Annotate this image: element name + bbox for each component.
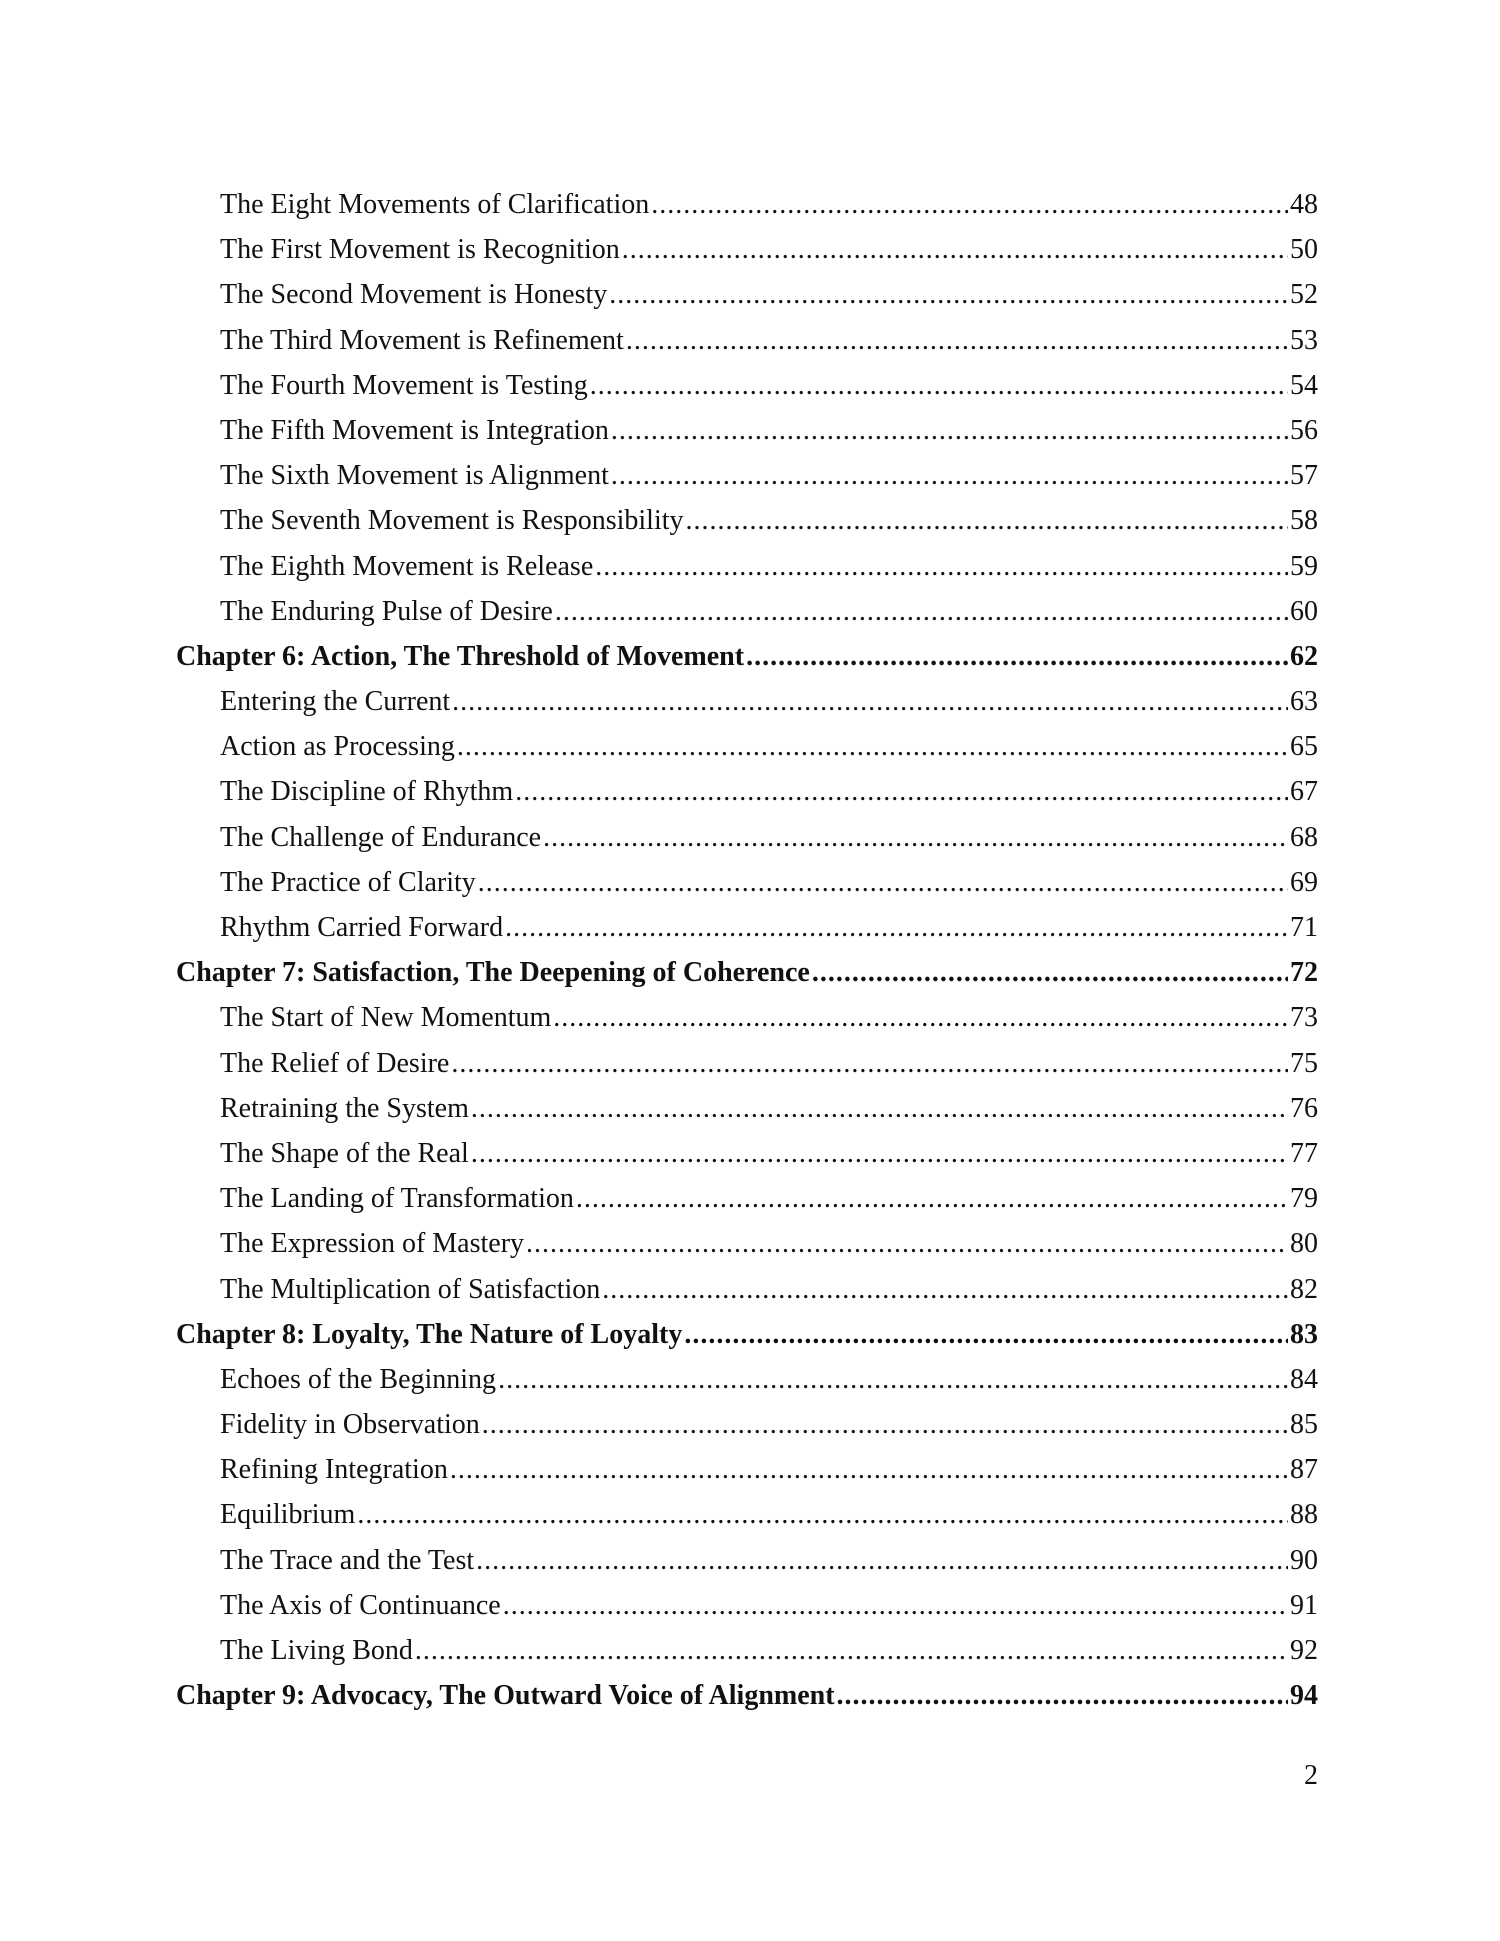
- toc-section-entry[interactable]: [176, 1357, 1318, 1402]
- dot-leader: [471, 1131, 1288, 1176]
- entry-page: 58: [1290, 505, 1318, 537]
- entry-page: 77: [1290, 1137, 1318, 1169]
- entry-page: 67: [1290, 776, 1318, 808]
- entry-title: The Eight Movements of Clarification: [220, 189, 650, 220]
- dot-leader: [651, 182, 1288, 227]
- entry-title: The Start of New Momentum: [220, 1002, 552, 1034]
- toc-section-entry[interactable]: [176, 544, 1318, 589]
- dot-leader: [526, 1221, 1288, 1266]
- toc-section-entry[interactable]: [176, 679, 1318, 724]
- dot-leader: [482, 1402, 1288, 1447]
- entry-title: Action as Processing: [220, 731, 455, 763]
- entry-page: 76: [1290, 1092, 1318, 1124]
- entry-page: 62: [1290, 640, 1318, 672]
- dot-leader: [609, 272, 1288, 317]
- dot-leader: [415, 1628, 1288, 1673]
- entry-page: 50: [1290, 234, 1318, 266]
- entry-title: Equilibrium: [220, 1499, 356, 1531]
- entry-title: Retraining the System: [220, 1092, 469, 1124]
- dot-leader: [590, 363, 1288, 408]
- toc-section-entry[interactable]: [176, 1583, 1318, 1628]
- entry-page: 69: [1290, 866, 1318, 898]
- toc-section-entry[interactable]: [176, 589, 1318, 634]
- entry-title: Fidelity in Observation: [220, 1409, 480, 1441]
- toc-section-entry[interactable]: [176, 1447, 1318, 1492]
- toc-section-entry[interactable]: [176, 363, 1318, 408]
- dot-leader: [602, 1267, 1288, 1312]
- entry-title: Chapter 9: Advocacy, The Outward Voice of Alignment: [176, 1680, 835, 1712]
- entry-title: The Landing of Transformation: [220, 1183, 574, 1215]
- toc-section-entry[interactable]: [176, 227, 1318, 272]
- dot-leader: [478, 860, 1288, 905]
- dot-leader: [812, 950, 1288, 995]
- entry-page: 80: [1290, 1228, 1318, 1260]
- entry-title: The Sixth Movement is Alignment: [220, 460, 609, 492]
- toc-section-entry[interactable]: [176, 1176, 1318, 1221]
- toc-section-entry[interactable]: [176, 1041, 1318, 1086]
- entry-page: 54: [1290, 369, 1318, 401]
- entry-title: The Eighth Movement is Release: [220, 550, 594, 582]
- entry-page: 60: [1290, 595, 1318, 627]
- entry-page: 91: [1290, 1589, 1318, 1621]
- toc-chapter-entry[interactable]: [176, 1312, 1318, 1357]
- dot-leader: [553, 995, 1288, 1040]
- toc-chapter-entry[interactable]: [176, 634, 1318, 679]
- toc-section-entry[interactable]: [176, 995, 1318, 1040]
- toc-section-entry[interactable]: [176, 1086, 1318, 1131]
- entry-title: The Enduring Pulse of Desire: [220, 595, 553, 627]
- toc-section-entry[interactable]: [176, 905, 1318, 950]
- entry-title: The Fifth Movement is Integration: [220, 414, 609, 446]
- toc-section-entry[interactable]: [176, 453, 1318, 498]
- entry-title: The First Movement is Recognition: [220, 234, 620, 266]
- toc-section-entry[interactable]: [176, 182, 1318, 227]
- toc-section-entry[interactable]: [176, 272, 1318, 317]
- toc-section-entry[interactable]: [176, 408, 1318, 453]
- entry-title: Chapter 7: Satisfaction, The Deepening of Coherence: [176, 957, 810, 989]
- entry-title: Entering the Current: [220, 686, 451, 718]
- toc-chapter-entry[interactable]: [176, 950, 1318, 995]
- dot-leader: [471, 1086, 1288, 1131]
- entry-page: 83: [1290, 1318, 1318, 1350]
- page-number: 2: [1304, 1760, 1318, 1791]
- toc-section-entry[interactable]: [176, 1628, 1318, 1673]
- entry-title: The Fourth Movement is Testing: [220, 369, 588, 401]
- entry-title: The Trace and the Test: [220, 1544, 475, 1576]
- entry-page: 63: [1290, 686, 1318, 718]
- dot-leader: [611, 453, 1288, 498]
- entry-title: The Axis of Continuance: [220, 1589, 501, 1621]
- dot-leader: [837, 1673, 1288, 1718]
- entry-title: Chapter 8: Loyalty, The Nature of Loyalty: [176, 1318, 683, 1350]
- entry-page: 72: [1290, 957, 1318, 989]
- entry-page: 92: [1290, 1635, 1318, 1666]
- entry-page: 52: [1290, 279, 1318, 311]
- dot-leader: [505, 905, 1288, 950]
- toc-section-entry[interactable]: [176, 1131, 1318, 1176]
- entry-title: Echoes of the Beginning: [220, 1363, 497, 1395]
- dot-leader: [498, 1357, 1288, 1402]
- entry-title: Refining Integration: [220, 1454, 448, 1486]
- entry-page: 48: [1290, 189, 1318, 220]
- toc-section-entry[interactable]: [176, 1267, 1318, 1312]
- entry-title: The Living Bond: [220, 1635, 413, 1666]
- entry-page: 84: [1290, 1363, 1318, 1395]
- entry-page: 90: [1290, 1544, 1318, 1576]
- dot-leader: [595, 544, 1288, 589]
- entry-page: 79: [1290, 1183, 1318, 1215]
- dot-leader: [555, 589, 1288, 634]
- dot-leader: [686, 498, 1288, 543]
- toc-section-entry[interactable]: [176, 498, 1318, 543]
- toc-section-entry[interactable]: [176, 860, 1318, 905]
- dot-leader: [576, 1176, 1288, 1221]
- dot-leader: [503, 1583, 1288, 1628]
- entry-title: The Seventh Movement is Responsibility: [220, 505, 684, 537]
- dot-leader: [515, 769, 1288, 814]
- dot-leader: [451, 1041, 1288, 1086]
- entry-page: 68: [1290, 821, 1318, 853]
- dot-leader: [452, 679, 1288, 724]
- toc-section-entry[interactable]: [176, 1492, 1318, 1537]
- toc-section-entry[interactable]: [176, 769, 1318, 814]
- entry-page: 59: [1290, 550, 1318, 582]
- toc-section-entry[interactable]: [176, 318, 1318, 363]
- entry-page: 82: [1290, 1273, 1318, 1305]
- dot-leader: [684, 1312, 1288, 1357]
- entry-page: 57: [1290, 460, 1318, 492]
- entry-page: 53: [1290, 324, 1318, 356]
- toc-section-entry[interactable]: [176, 1221, 1318, 1266]
- entry-title: The Second Movement is Honesty: [220, 279, 608, 311]
- entry-title: The Challenge of Endurance: [220, 821, 542, 853]
- entry-page: 87: [1290, 1454, 1318, 1486]
- dot-leader: [357, 1492, 1288, 1537]
- toc-section-entry[interactable]: [176, 1402, 1318, 1447]
- toc-section-entry[interactable]: [176, 1538, 1318, 1583]
- table-of-contents: [176, 182, 1318, 1718]
- entry-page: 56: [1290, 414, 1318, 446]
- entry-title: The Expression of Mastery: [220, 1228, 525, 1260]
- entry-title: The Discipline of Rhythm: [220, 776, 514, 808]
- entry-page: 85: [1290, 1409, 1318, 1441]
- dot-leader: [476, 1538, 1288, 1583]
- dot-leader: [543, 815, 1288, 860]
- entry-title: The Third Movement is Refinement: [220, 324, 624, 356]
- entry-title: The Relief of Desire: [220, 1047, 450, 1079]
- entry-page: 71: [1290, 912, 1318, 943]
- entry-page: 65: [1290, 731, 1318, 763]
- entry-page: 73: [1290, 1002, 1318, 1034]
- entry-title: The Practice of Clarity: [220, 866, 476, 898]
- entry-page: 94: [1290, 1680, 1318, 1712]
- toc-chapter-entry[interactable]: [176, 1673, 1318, 1718]
- entry-title: Chapter 6: Action, The Threshold of Movement: [176, 640, 745, 672]
- dot-leader: [626, 318, 1288, 363]
- dot-leader: [457, 724, 1288, 769]
- dot-leader: [450, 1447, 1288, 1492]
- dot-leader: [746, 634, 1288, 679]
- dot-leader: [622, 227, 1288, 272]
- dot-leader: [611, 408, 1288, 453]
- toc-section-entry[interactable]: [176, 815, 1318, 860]
- entry-page: 88: [1290, 1499, 1318, 1531]
- toc-section-entry[interactable]: [176, 724, 1318, 769]
- entry-title: Rhythm Carried Forward: [220, 912, 504, 943]
- entry-page: 75: [1290, 1047, 1318, 1079]
- entry-title: The Shape of the Real: [220, 1137, 469, 1169]
- entry-title: The Multiplication of Satisfaction: [220, 1273, 601, 1305]
